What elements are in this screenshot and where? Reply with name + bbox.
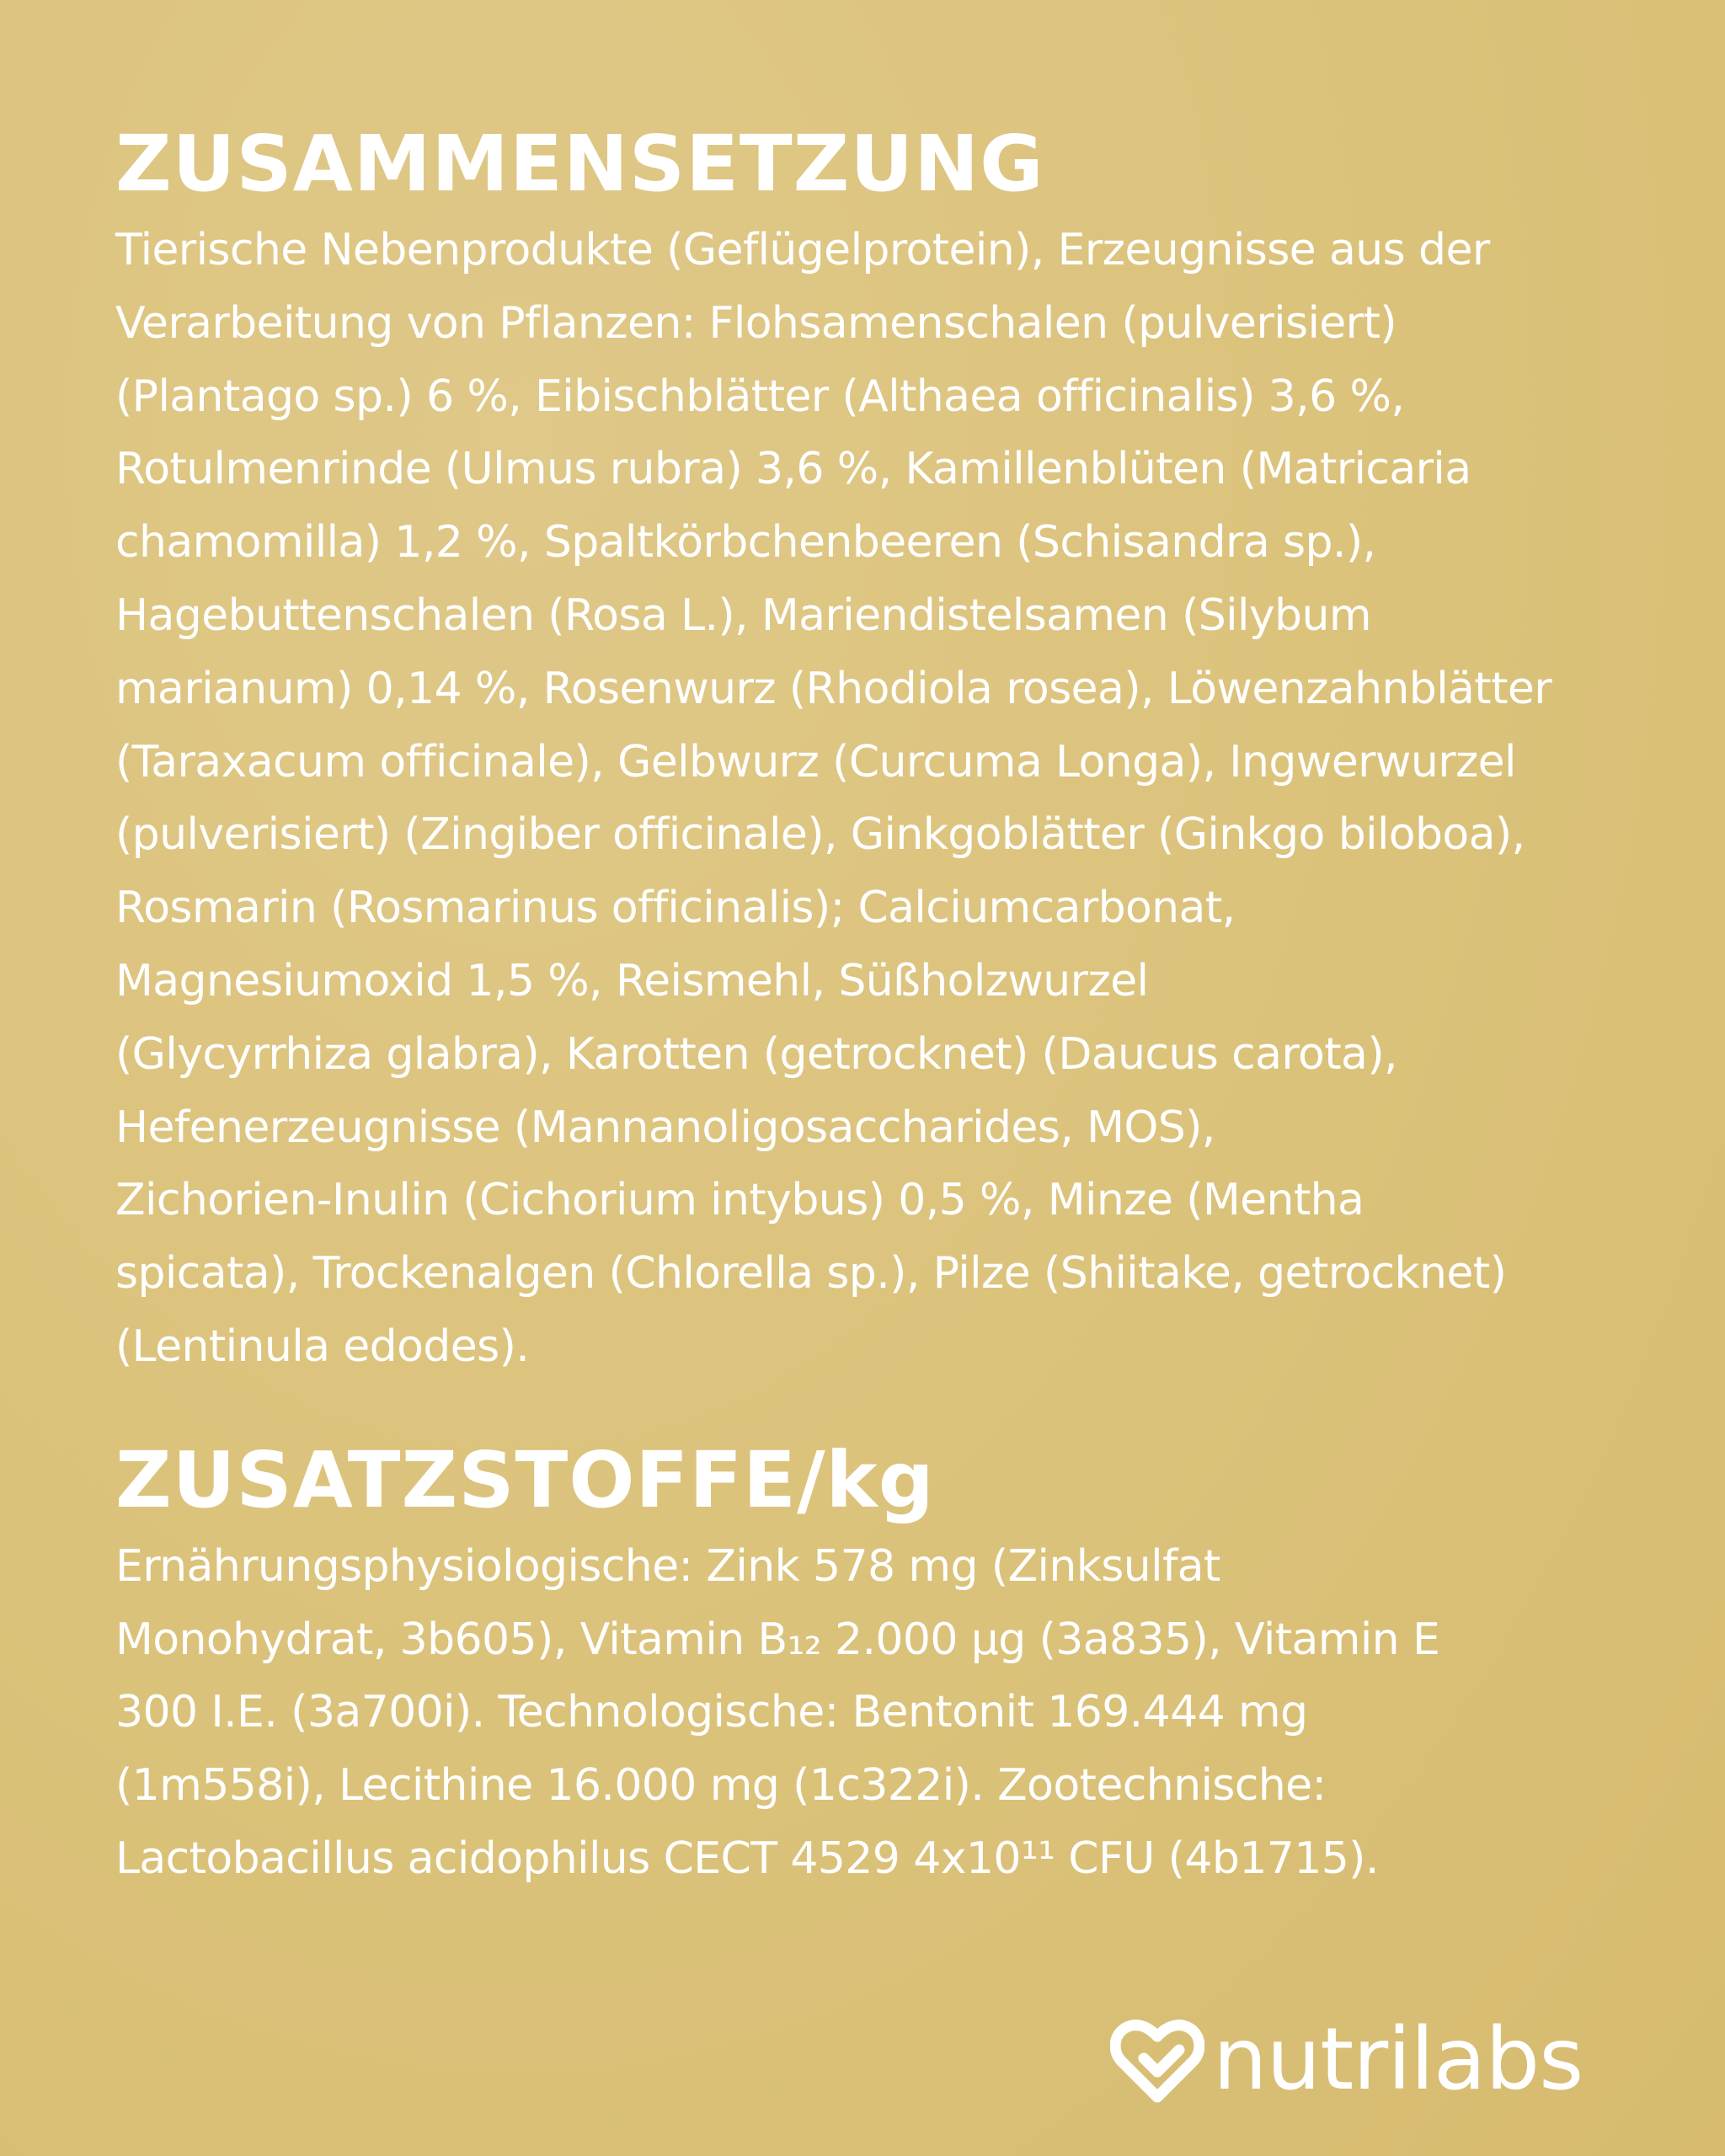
additives-section [115, 1434, 1648, 1896]
composition-line: Rotulmenrinde (Ulmus rubra) 3,6 %, Kamillenblüten (Matricaria [115, 444, 1471, 495]
additives-line: Lactobacillus acidophilus CECT 4529 4x10¹¹ CFU (4b1715). [115, 1833, 1379, 1884]
composition-line: (Taraxacum officinale), Gelbwurz (Curcuma Longa), Ingwerwurzel [115, 736, 1516, 787]
composition-line: marianum) 0,14 %, Rosenwurz (Rhodiola rosea), Löwenzahnblätter [115, 663, 1552, 714]
composition-line: Zichorien-Inulin (Cichorium intybus) 0,5 %, Minze (Mentha [115, 1175, 1365, 1226]
additives-text [115, 1530, 1648, 1896]
composition-line: Tierische Nebenprodukte (Geflügelprotein), Erzeugnisse aus der [115, 225, 1490, 275]
additives-line: Ernährungsphysiologische: Zink 578 mg (Zinksulfat [115, 1540, 1220, 1592]
composition-heading: ZUSAMMENSETZUNG [115, 119, 1044, 209]
composition-line: (Lentinula edodes). [115, 1321, 530, 1372]
composition-line: Rosmarin (Rosmarinus officinalis); Calciumcarbonat, [115, 883, 1236, 934]
composition-line: (Plantago sp.) 6 %, Eibischblätter (Althaea officinalis) 3,6 %, [115, 371, 1405, 422]
composition-line: (pulverisiert) (Zingiber officinale), Ginkgoblätter (Ginkgo biloboa), [115, 809, 1525, 861]
composition-line: Verarbeitung von Pflanzen: Flohsamenschalen (pulverisiert) [115, 297, 1397, 349]
composition-line: spicata), Trockenalgen (Chlorella sp.), Pilze (Shiitake, getrocknet) [115, 1248, 1507, 1299]
additives-line: (1m558i), Lecithine 16.000 mg (1c322i). Zootechnische: [115, 1760, 1327, 1812]
additives-line: 300 I.E. (3a700i). Technologische: Bentonit 169.444 mg [115, 1687, 1308, 1738]
additives-heading: ZUSATZSTOFFE/kg [115, 1434, 935, 1525]
composition-line: Hagebuttenschalen (Rosa L.), Mariendistelsamen (Silybum [115, 590, 1371, 641]
heart-icon [1110, 2016, 1204, 2104]
composition-section [115, 118, 1648, 1384]
composition-line: chamomilla) 1,2 %, Spaltkörbchenbeeren (Schisandra sp.), [115, 517, 1376, 568]
composition-text [115, 214, 1648, 1384]
composition-line: Hefenerzeugnisse (Mannanoligosaccharides, MOS), [115, 1102, 1215, 1153]
additives-line: Monohydrat, 3b605), Vitamin B₁₂ 2.000 µg (3a835), Vitamin E [115, 1614, 1440, 1665]
composition-line: Magnesiumoxid 1,5 %, Reismehl, Süßholzwurzel [115, 955, 1149, 1006]
composition-line: (Glycyrrhiza glabra), Karotten (getrocknet) (Daucus carota), [115, 1028, 1397, 1080]
product-info [115, 118, 1648, 1896]
nutrilabs-logo [1110, 2009, 1583, 2110]
logo-wordmark: nutrilabs [1213, 2009, 1583, 2110]
